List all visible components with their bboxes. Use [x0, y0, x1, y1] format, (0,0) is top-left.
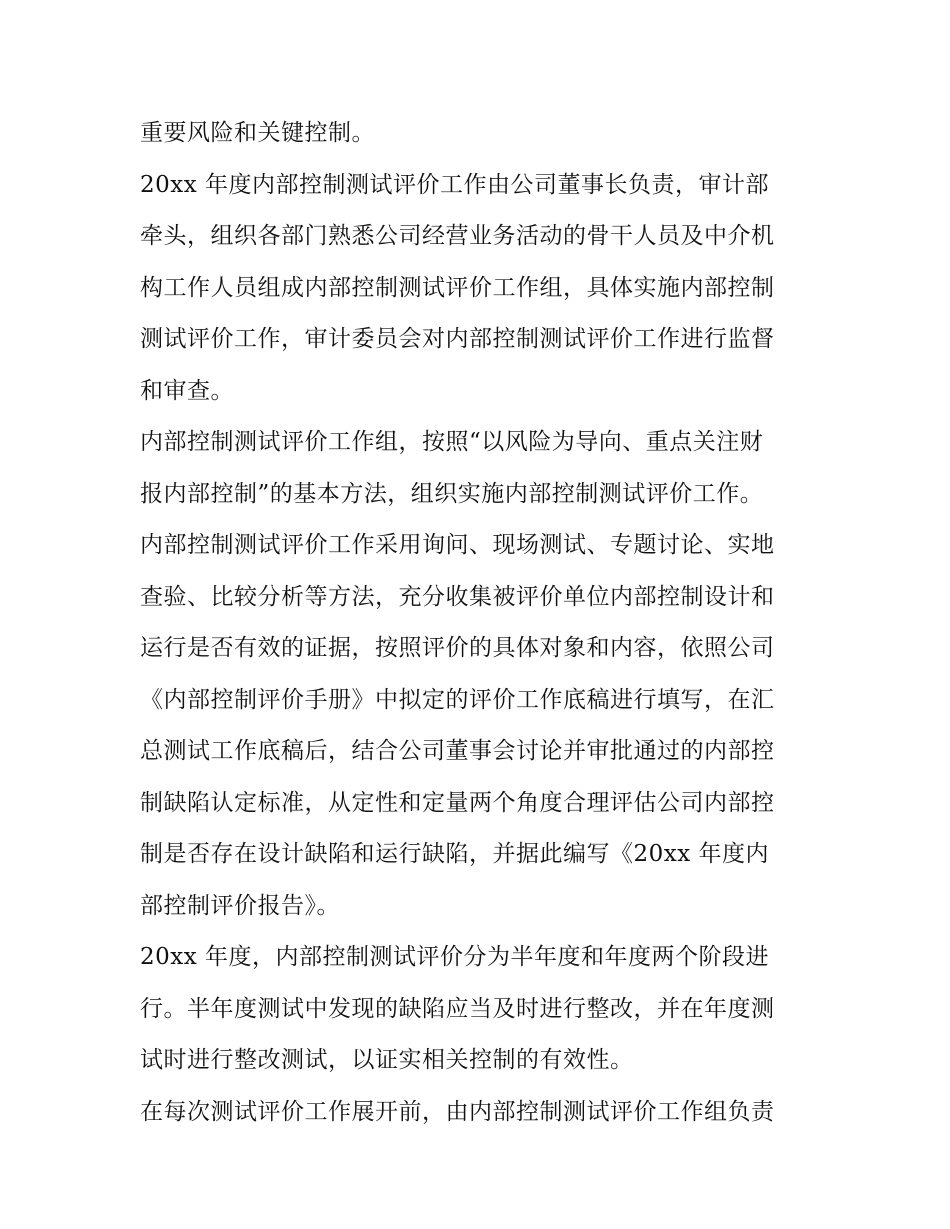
text-line: 20xx 年度内部控制测试评价工作由公司董事长负责，审计部	[140, 171, 770, 198]
text-line: 和审查。	[140, 377, 234, 404]
text-line: 在每次测试评价工作展开前，由内部控制测试评价工作组负责	[140, 1098, 775, 1125]
text-line: 20xx 年度，内部控制测试评价分为半年度和年度两个阶段进	[140, 944, 770, 970]
text-line: 报内部控制”的基本方法，组织实施内部控制测试评价工作。	[140, 480, 764, 507]
text-line: 行。半年度测试中发现的缺陷应当及时进行整改，并在年度测	[140, 995, 775, 1022]
text-line: 制缺陷认定标准，从定性和定量两个角度合理评估公司内部控	[140, 789, 775, 816]
text-line: 试时进行整改测试，以证实相关控制的有效性。	[140, 1047, 634, 1073]
text-line: 内部控制测试评价工作组，按照“以风险为导向、重点关注财	[140, 429, 764, 455]
text-line: 部控制评价报告》。	[140, 892, 340, 919]
text-line: 总测试工作底稿后，结合公司董事会讨论并审批通过的内部控	[140, 738, 775, 764]
text-line: 《内部控制评价手册》中拟定的评价工作底稿进行填写，在汇	[140, 686, 775, 713]
text-line: 牵头，组织各部门熟悉公司经营业务活动的骨干人员及中介机	[140, 223, 775, 249]
text-line: 查验、比较分析等方法，充分收集被评价单位内部控制设计和	[140, 583, 775, 610]
text-line: 测试评价工作，审计委员会对内部控制测试评价工作进行监督	[140, 326, 775, 352]
text-line: 内部控制测试评价工作采用询问、现场测试、专题讨论、实地	[140, 532, 775, 558]
text-line: 运行是否有效的证据，按照评价的具体对象和内容，依照公司	[140, 635, 775, 661]
text-line: 制是否存在设计缺陷和运行缺陷，并据此编写《20xx 年度内	[140, 841, 770, 867]
text-line: 构工作人员组成内部控制测试评价工作组，具体实施内部控制	[140, 274, 775, 301]
text-line: 重要风险和关键控制。	[140, 120, 375, 146]
document-body	[140, 108, 815, 1138]
